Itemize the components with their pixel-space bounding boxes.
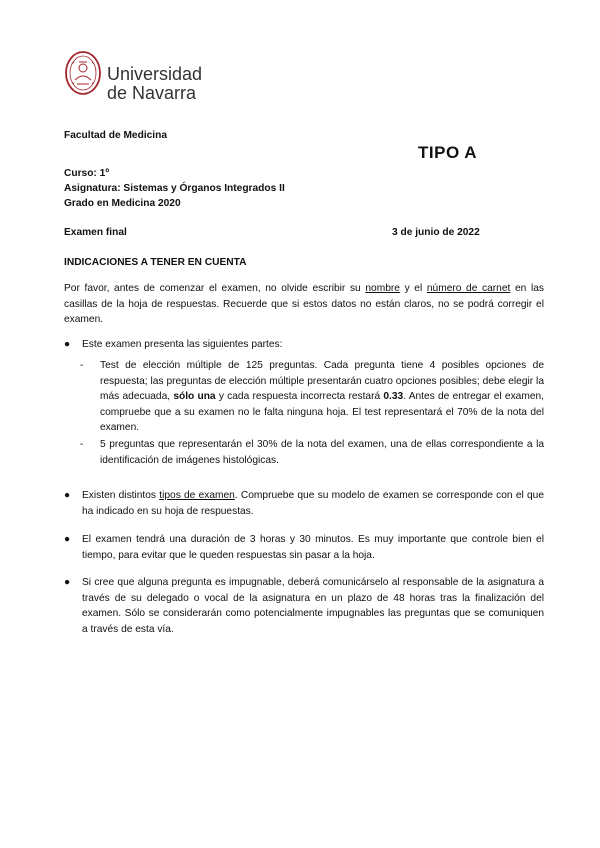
exam-date: 3 de junio de 2022 <box>392 227 480 238</box>
bullet-dot-icon: ● <box>64 577 71 588</box>
course: Curso: 1º <box>64 168 110 179</box>
bullet-dot-icon: ● <box>64 534 71 545</box>
bullet-dot-icon: ● <box>64 490 71 501</box>
bullet-item-3: ● El examen tendrá una duración de 3 horas y 30 minutos. Es muy importante que controle bien el tiempo, para evitar que le queden respuestas sin pasar a la hoja. <box>64 534 544 561</box>
exam-name: Examen final <box>64 227 127 238</box>
instructions-heading: INDICACIONES A TENER EN CUENTA <box>64 257 247 268</box>
faculty: Facultad de Medicina <box>64 130 168 141</box>
university-seal-logo <box>64 50 102 96</box>
sub-item-1: - Test de elección múltiple de 125 preguntas. Cada pregunta tiene 4 posibles opciones de respuesta; las preguntas de elección múltiple presentarán cuatro opciones posibles; debe elegir la más adecuada, sólo una y cada respuesta incorrecta restará 0.33. Antes de entregar el examen, compruebe que a su examen no le falta ninguna hoja. El test representará el 70% de la nota del examen. <box>80 360 544 434</box>
bullet-dot-icon: ● <box>64 339 71 350</box>
university-name-line2: de Navarra <box>107 83 197 103</box>
exam-type: TIPO A <box>418 143 478 162</box>
subject: Asignatura: Sistemas y Órganos Integrados II <box>64 183 285 194</box>
tipos-de-examen-underlined: tipos de examen <box>159 490 235 501</box>
bullet-item-2: ● Existen distintos tipos de examen. Compruebe que su modelo de examen se corresponde con el que ha indicado en su hoja de respuestas. <box>64 490 544 517</box>
dash-icon: - <box>80 360 84 371</box>
degree: Grado en Medicina 2020 <box>64 198 181 209</box>
intro-paragraph: Por favor, antes de comenzar el examen, no olvide escribir su nombre y el número de carnet en las casillas de la hoja de respuestas. Recuerde que si estos datos no están claros, no se podrá corregir el examen. <box>64 283 544 326</box>
university-name-line1: Universidad <box>107 64 203 84</box>
carnet-underlined: número de carnet <box>426 283 511 294</box>
bullet-item-4: ● Si cree que alguna pregunta es impugnable, deberá comunicárselo al responsable de la asignatura a través de su delegado o vocal de la asignatura en un plazo de 48 horas tras la finalización del examen. Sólo se considerarán como potencialmente impugnables las preguntas que se comuniquen a través de esta vía. <box>64 577 544 635</box>
nombre-underlined: nombre <box>365 283 400 294</box>
sub-item-2: - 5 preguntas que representarán el 30% de la nota del examen, una de ellas correspondiente a la identificación de imágenes histológicas. <box>80 439 544 466</box>
dash-icon: - <box>80 439 84 450</box>
